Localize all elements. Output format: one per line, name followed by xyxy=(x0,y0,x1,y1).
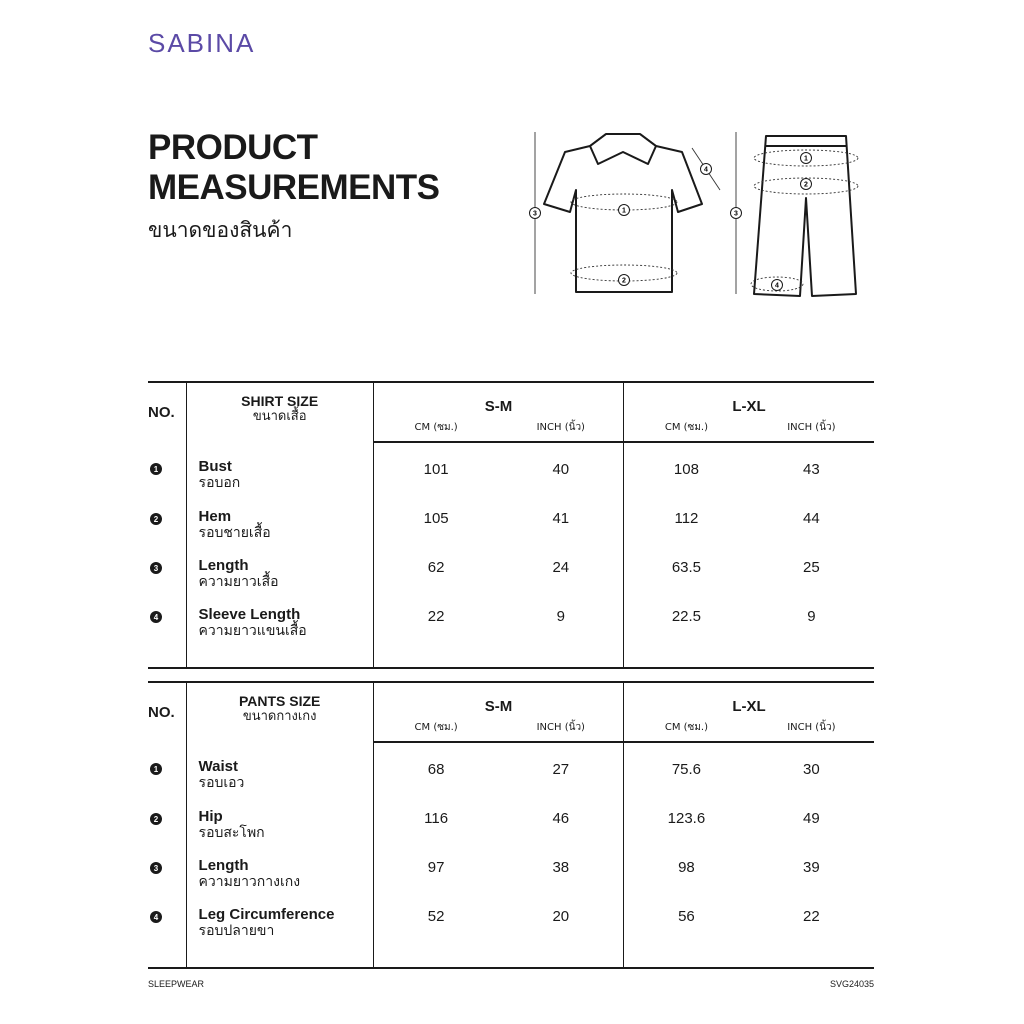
table-cell: 30 xyxy=(803,761,820,778)
table-cell: 75.6 xyxy=(671,761,702,778)
measure-name-th: ความยาวเสื้อ xyxy=(198,574,279,590)
unit-header: INCH (นิ้ว) xyxy=(749,718,874,742)
no-header: NO. xyxy=(148,382,186,442)
title-line-1: PRODUCT xyxy=(148,128,318,167)
row-number: 1 xyxy=(150,463,162,475)
pants-marker-4: 4 xyxy=(775,282,779,290)
table-cell: 25 xyxy=(803,559,820,576)
unit-header: INCH (นิ้ว) xyxy=(498,418,623,442)
table-row xyxy=(148,557,874,606)
measure-name-th: รอบชายเสื้อ xyxy=(198,525,271,541)
marker-3: 3 xyxy=(533,210,537,218)
table-row xyxy=(148,742,874,808)
footer-product-code: SVG24035 xyxy=(829,979,874,989)
table-cell: 43 xyxy=(803,461,820,478)
unit-header: INCH (นิ้ว) xyxy=(498,718,623,742)
garment-illustration xyxy=(520,122,880,312)
marker-1: 1 xyxy=(622,207,626,215)
marker-2: 2 xyxy=(622,277,626,285)
row-number: 3 xyxy=(150,562,162,574)
table-cell: 123.6 xyxy=(667,810,706,827)
table-cell: 20 xyxy=(498,906,623,968)
measure-name-th: รอบปลายขา xyxy=(198,923,275,939)
measure-name: Length xyxy=(198,557,249,574)
table-cell: 98 xyxy=(678,859,695,876)
pants-marker-2: 2 xyxy=(804,181,808,189)
pants-marker-1: 1 xyxy=(804,155,808,163)
row-number: 1 xyxy=(150,763,162,775)
pants-size-table xyxy=(148,681,874,969)
unit-header: CM (ซม.) xyxy=(373,718,498,742)
table-cell: 22 xyxy=(749,906,874,968)
table-cell: 38 xyxy=(498,857,623,906)
table-cell: 116 xyxy=(424,810,449,827)
table-cell: 56 xyxy=(624,906,749,968)
shirt-size-header: SHIRT SIZE ขนาดเสื้อ xyxy=(186,382,373,442)
measure-name: Sleeve Length xyxy=(198,606,301,623)
row-number: 4 xyxy=(150,611,162,623)
table-row xyxy=(148,906,874,968)
table-cell: 46 xyxy=(498,808,623,857)
table-cell: 41 xyxy=(498,508,623,557)
title-line-2: MEASUREMENTS xyxy=(148,168,440,207)
table-cell: 22 xyxy=(373,606,498,668)
table-cell: 24 xyxy=(498,557,623,606)
table-row xyxy=(148,442,874,508)
table-cell: 97 xyxy=(427,859,445,876)
measure-name: Leg Circumference xyxy=(198,906,335,923)
table-cell: 108 xyxy=(673,461,699,478)
size-header-l-xl: L-XL xyxy=(624,382,874,418)
size-header-s-m: S-M xyxy=(373,382,623,418)
table-cell: 27 xyxy=(498,742,623,808)
table-cell: 9 xyxy=(498,606,623,668)
table-cell: 68 xyxy=(427,761,445,778)
row-number: 3 xyxy=(150,862,162,874)
unit-header: CM (ซม.) xyxy=(624,418,749,442)
measure-name: Length xyxy=(198,857,249,874)
shirt-collar-icon xyxy=(590,134,656,164)
size-header-s-m: S-M xyxy=(373,682,623,718)
table-cell: 63.5 xyxy=(671,559,702,576)
table-cell: 40 xyxy=(498,442,623,508)
shirt-size-table xyxy=(148,381,874,669)
table-cell: 52 xyxy=(373,906,498,968)
table-cell: 49 xyxy=(803,810,820,827)
unit-header: CM (ซม.) xyxy=(624,718,749,742)
table-cell: 101 xyxy=(423,461,449,478)
table-row xyxy=(148,606,874,668)
unit-header: INCH (นิ้ว) xyxy=(749,418,874,442)
measure-name-th: ความยาวแขนเสื้อ xyxy=(198,623,307,639)
table-cell: 22.5 xyxy=(624,606,749,668)
pants-size-header: PANTS SIZE ขนาดกางเกง xyxy=(186,682,373,742)
table-cell: 9 xyxy=(749,606,874,668)
no-header: NO. xyxy=(148,682,186,742)
pants-marker-3: 3 xyxy=(734,210,738,218)
row-number: 2 xyxy=(150,813,162,825)
page-title xyxy=(148,128,440,208)
table-cell: 62 xyxy=(427,559,445,576)
measure-name: Hem xyxy=(198,508,232,525)
table-row xyxy=(148,808,874,857)
table-row xyxy=(148,857,874,906)
row-number: 4 xyxy=(150,911,162,923)
brand-logo: SABINA xyxy=(148,28,256,58)
marker-4: 4 xyxy=(704,166,708,174)
table-cell: 105 xyxy=(423,510,449,527)
table-cell: 44 xyxy=(803,510,820,527)
measure-name: Bust xyxy=(198,458,232,475)
measure-name-th: รอบสะโพก xyxy=(198,825,265,841)
measure-name-th: รอบเอว xyxy=(198,775,245,791)
measure-name: Hip xyxy=(198,808,223,825)
table-cell: 112 xyxy=(674,510,699,527)
measure-name-th: ความยาวกางเกง xyxy=(198,874,301,890)
row-number: 2 xyxy=(150,513,162,525)
page-subtitle: ขนาดของสินค้า xyxy=(148,218,293,242)
table-cell: 39 xyxy=(803,859,820,876)
measure-name-th: รอบอก xyxy=(198,475,241,491)
footer-category: SLEEPWEAR xyxy=(148,979,205,989)
size-header-l-xl: L-XL xyxy=(624,682,874,718)
measure-name: Waist xyxy=(198,758,238,775)
table-row xyxy=(148,508,874,557)
unit-header: CM (ซม.) xyxy=(373,418,498,442)
